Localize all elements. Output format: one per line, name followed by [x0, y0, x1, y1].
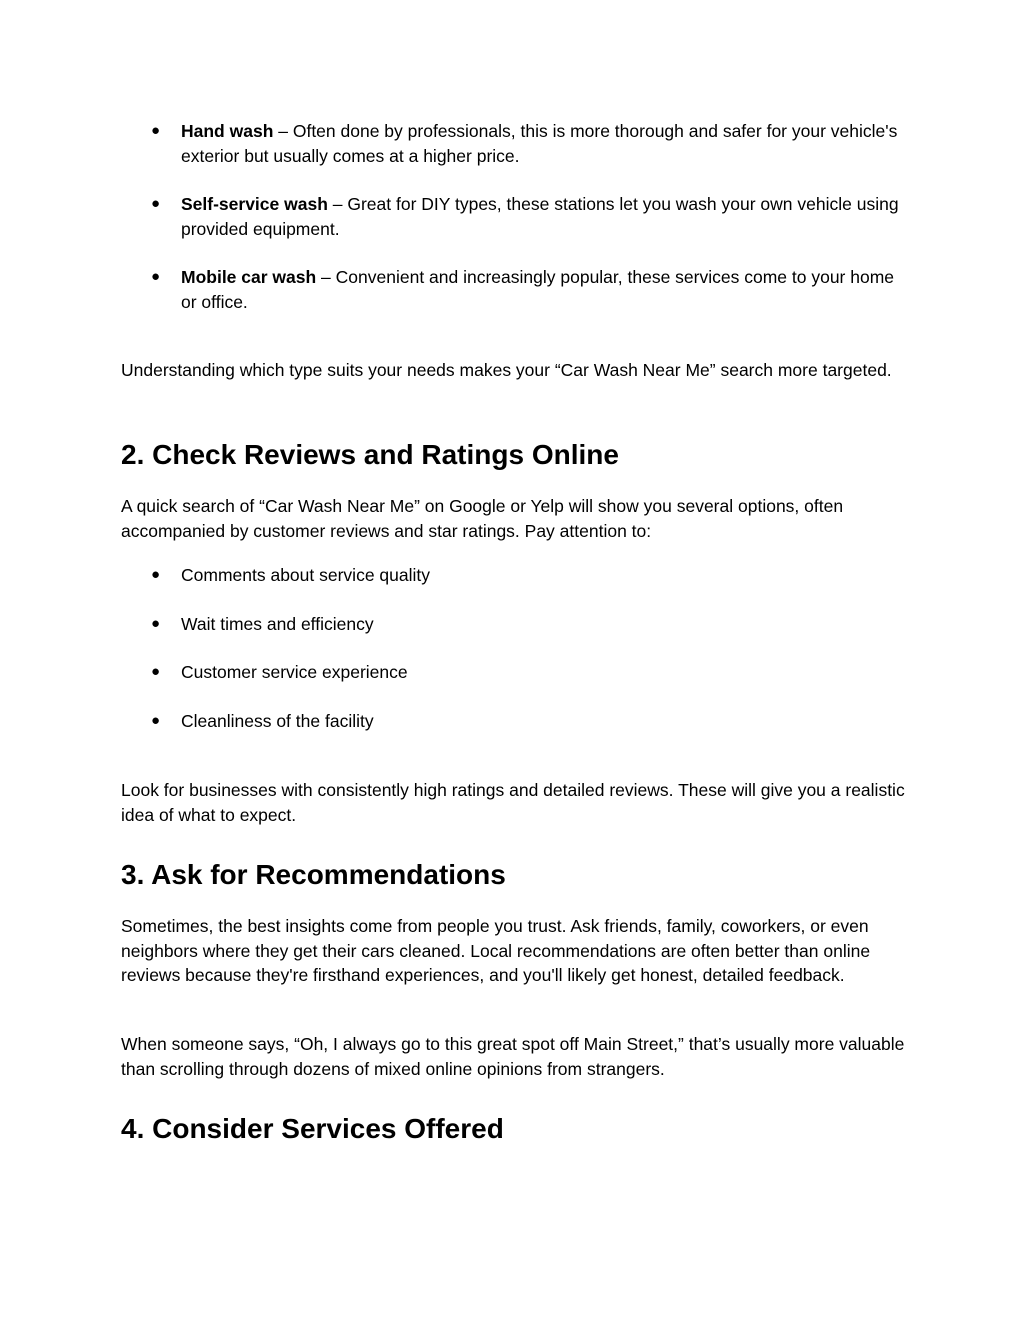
- section1-closing-paragraph: Understanding which type suits your needs makes your “Car Wash Near Me” search more targeted.: [121, 360, 892, 380]
- list-item-term: Hand wash: [181, 121, 274, 141]
- list-item-text: Customer service experience: [181, 662, 408, 682]
- list-item-text: Cleanliness of the facility: [181, 711, 374, 731]
- list-item-text: [181, 119, 901, 168]
- bullet-icon: ●: [151, 122, 161, 139]
- section4-heading: 4. Consider Services Offered: [121, 1113, 504, 1144]
- bullet-icon: ●: [151, 195, 161, 212]
- list-item-text: [181, 265, 901, 314]
- bullet-icon: ●: [151, 663, 161, 680]
- bullet-icon: ●: [151, 268, 161, 285]
- list-item-text: [181, 192, 901, 241]
- section3-paragraph-2: When someone says, “Oh, I always go to this great spot off Main Street,” that’s usually more valuable than scrolling through dozens of mixed online opinions from strangers.: [121, 1034, 905, 1079]
- bullet-icon: ●: [151, 566, 161, 583]
- list-item-description: – Often done by professionals, this is more thorough and safer for your vehicle's exterior but usually comes at a higher price.: [181, 121, 898, 166]
- section2-intro-paragraph: A quick search of “Car Wash Near Me” on Google or Yelp will show you several options, often accompanied by customer reviews and star ratings. Pay attention to:: [121, 496, 844, 541]
- bullet-icon: ●: [151, 712, 161, 729]
- list-item-term: Mobile car wash: [181, 267, 317, 287]
- list-item-text: Wait times and efficiency: [181, 614, 374, 634]
- section3-heading: 3. Ask for Recommendations: [121, 859, 506, 890]
- section3-paragraph-1: Sometimes, the best insights come from people you trust. Ask friends, family, coworkers, or even neighbors where they get their cars cleaned. Local recommendations are often better than online reviews because they're firsthand experiences, and you'll likely get honest, detailed feedback.: [121, 916, 871, 985]
- section2-heading: 2. Check Reviews and Ratings Online: [121, 439, 619, 470]
- list-item-text: Comments about service quality: [181, 565, 430, 585]
- list-item-term: Self-service wash: [181, 194, 328, 214]
- bullet-icon: ●: [151, 615, 161, 632]
- list-item-description: – Great for DIY types, these stations let you wash your own vehicle using provided equipment.: [181, 194, 899, 239]
- list-item-description: – Convenient and increasingly popular, these services come to your home or office.: [181, 267, 895, 312]
- section2-closing-paragraph: Look for businesses with consistently high ratings and detailed reviews. These will give you a realistic idea of what to expect.: [121, 780, 905, 825]
